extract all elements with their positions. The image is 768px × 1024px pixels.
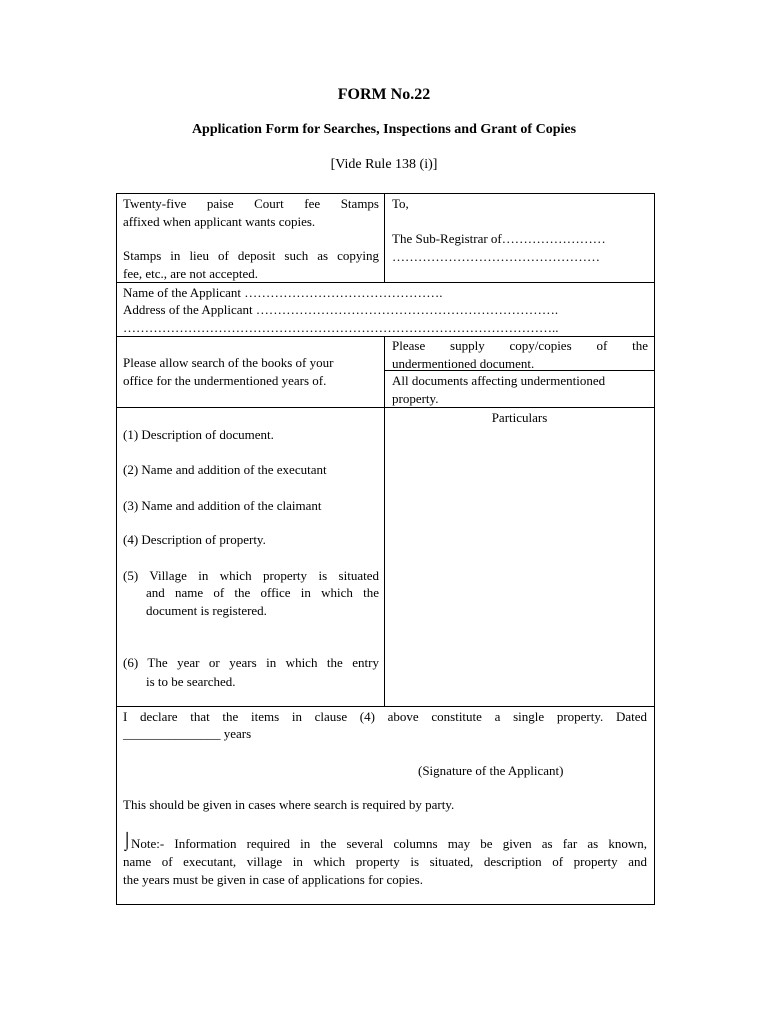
supply-request-line: Please supply copy/copies of the xyxy=(392,338,648,353)
item-village: document is registered. xyxy=(146,603,267,618)
sub-registrar-line: The Sub-Registrar of…………………… xyxy=(392,231,606,246)
to-label: To, xyxy=(392,196,409,211)
item-village: and name of the office in which the xyxy=(146,585,379,600)
address-dots: ………………………………………… xyxy=(392,249,600,264)
row-divider xyxy=(116,706,655,707)
item-description-of-property: (4) Description of property. xyxy=(123,532,266,547)
stamps-line: affixed when applicant wants copies. xyxy=(123,214,316,229)
affecting-documents-line: All documents affecting undermentioned xyxy=(392,373,606,388)
column-divider xyxy=(384,336,385,706)
particulars-heading: Particulars xyxy=(491,410,548,425)
form-number: FORM No.22 xyxy=(337,86,431,103)
applicant-dots-line: ……………………………………………………………………………………….. xyxy=(123,320,559,335)
note-bracket-mark: ⌡ xyxy=(122,831,133,850)
note-line: the years must be given in case of applications for copies. xyxy=(123,872,423,887)
supply-request-line: undermentioned document. xyxy=(392,356,535,371)
declaration-line: I declare that the items in clause (4) above constitute a single property. Dated xyxy=(123,709,647,724)
stamps-line: Twenty-five paise Court fee Stamps xyxy=(123,196,379,211)
stamps-line: fee, etc., are not accepted. xyxy=(123,266,258,281)
item-village: (5) Village in which property is situated xyxy=(123,568,379,583)
search-note: This should be given in cases where search is required by party. xyxy=(123,797,455,812)
item-description-of-document: (1) Description of document. xyxy=(123,427,274,442)
row-divider xyxy=(116,407,655,408)
stamps-line: Stamps in lieu of deposit such as copying xyxy=(123,248,379,263)
affecting-documents-line: property. xyxy=(392,391,439,406)
note-line: Note:- Information required in the several columns may be given as far as known, xyxy=(131,836,647,851)
applicant-name-line: Name of the Applicant ………………………………………. xyxy=(123,285,443,300)
declaration-years-line: _______________ years xyxy=(123,726,252,741)
applicant-signature-label: (Signature of the Applicant) xyxy=(418,763,564,778)
search-request-line: office for the undermentioned years of. xyxy=(123,373,327,388)
note-line: name of executant, village in which property is situated, description of property and xyxy=(123,854,647,869)
item-executant: (2) Name and addition of the executant xyxy=(123,462,327,477)
item-search-years: is to be searched. xyxy=(146,674,236,689)
rule-reference: [Vide Rule 138 (i)] xyxy=(330,157,438,172)
item-claimant: (3) Name and addition of the claimant xyxy=(123,498,322,513)
search-request-line: Please allow search of the books of your xyxy=(123,355,334,370)
column-divider xyxy=(384,193,385,282)
form-title: Application Form for Searches, Inspections and Grant of Copies xyxy=(191,122,577,137)
item-search-years: (6) The year or years in which the entry xyxy=(123,655,379,670)
applicant-address-line: Address of the Applicant ……………………………………………………………. xyxy=(123,302,559,317)
